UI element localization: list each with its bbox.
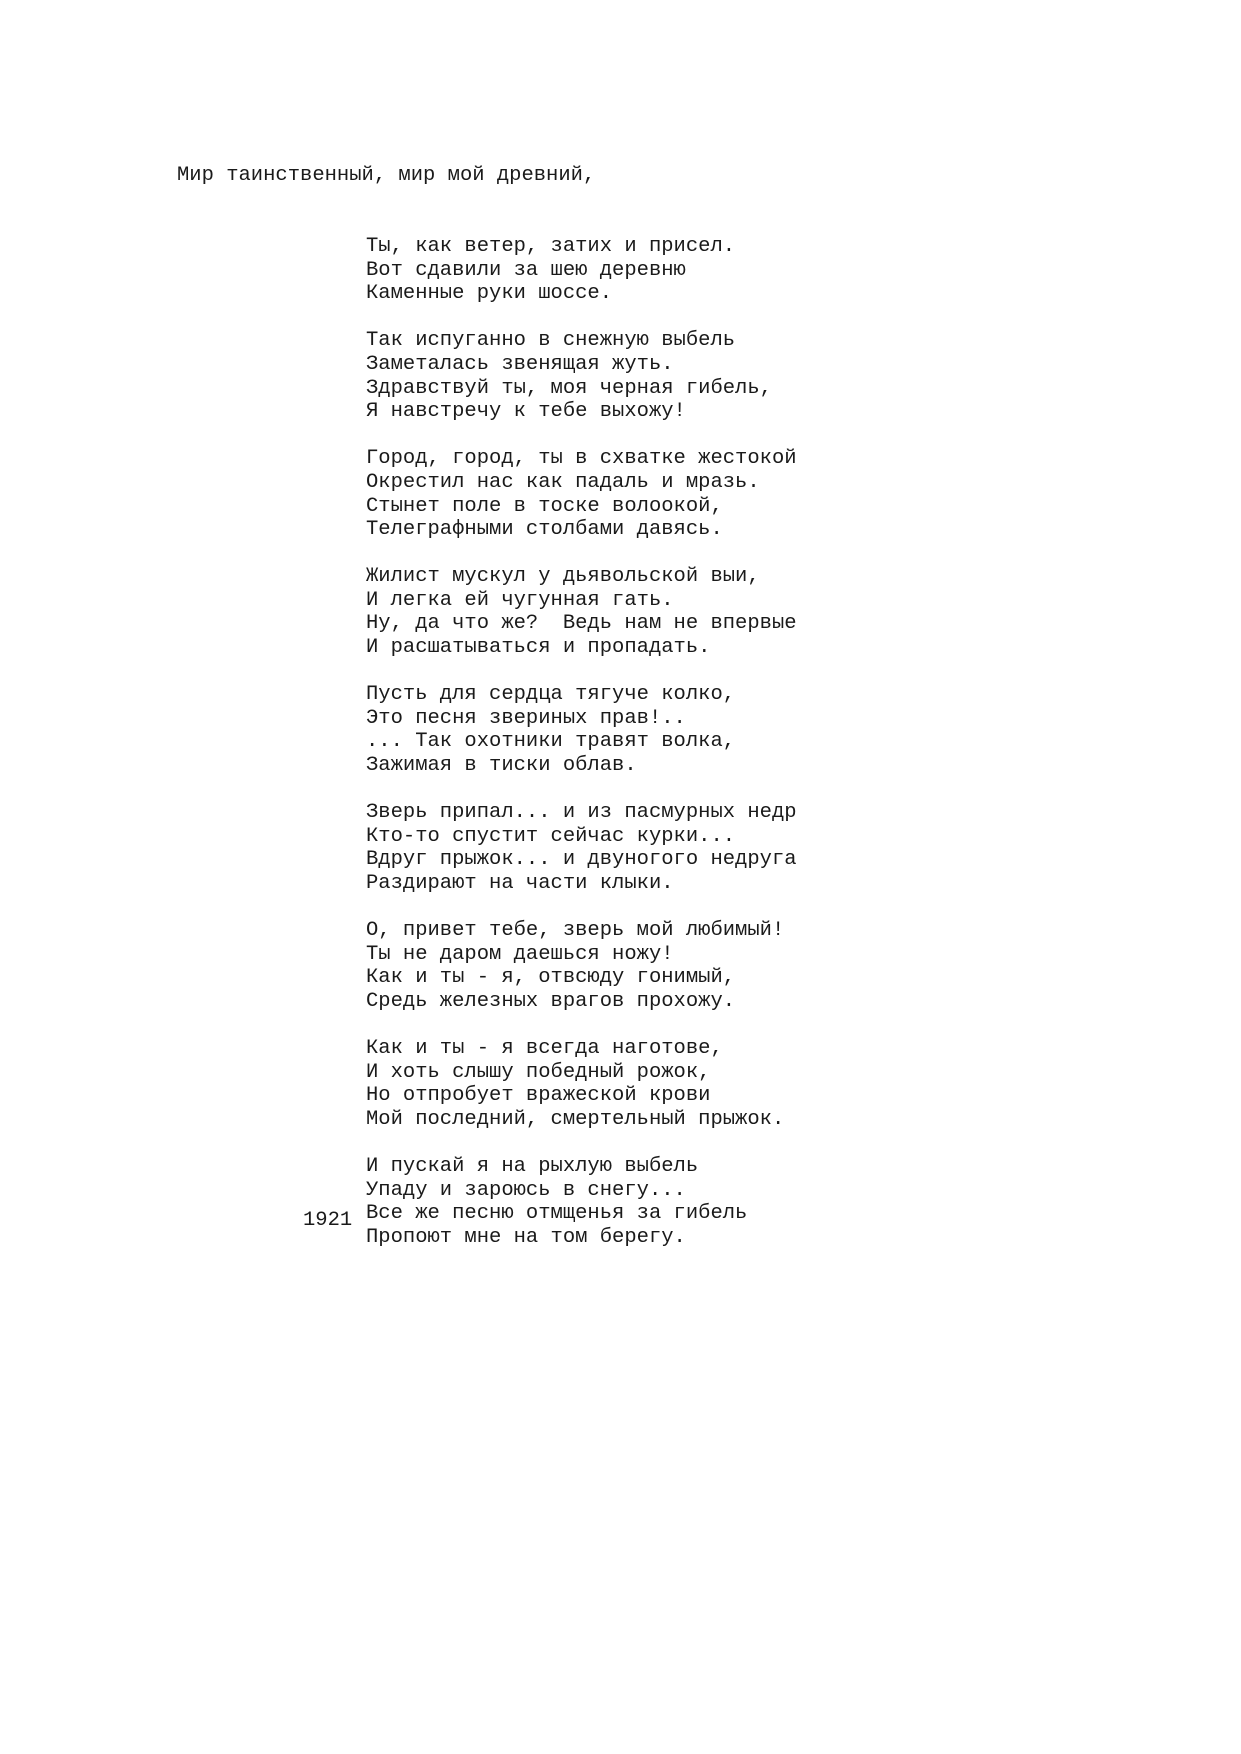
stanza-gap (177, 1014, 797, 1038)
poem-line: Жилист мускул у дьявольской выи, (366, 565, 760, 589)
poem-line: Зажимая в тиски облав. (366, 754, 637, 778)
stanza-gap (177, 424, 797, 448)
stanza-gap (177, 542, 797, 566)
poem-line: И пускай я на рыхлую выбель (366, 1155, 699, 1179)
poem-year: 1921 (303, 1209, 353, 1232)
stanza-gap (177, 778, 797, 802)
poem-line: Раздирают на части клыки. (366, 872, 674, 895)
poem-first-line: Мир таинственный, мир мой древний, (177, 164, 596, 188)
poem-line: Средь железных врагов прохожу. (366, 989, 736, 1013)
poem-line: И легка ей чугунная гать. (366, 588, 674, 612)
poem-line: Здравствуй ты, моя черная гибель, (366, 376, 772, 400)
poem-line: И расшатываться и пропадать. (366, 636, 711, 660)
poem-line: Это песня звериных прав!.. (366, 706, 686, 730)
poem-line: И хоть слышу победный рожок, (366, 1060, 711, 1084)
poem-line: Город, город, ты в схватке жестокой (366, 447, 797, 471)
poem-line: Вот сдавили за шею деревню (366, 258, 686, 282)
poem-line: Телеграфными столбами давясь. (366, 518, 723, 542)
poem-line: ... Так охотники травят волка, (366, 730, 736, 754)
poem-line: Пропоют мне на том берегу. (366, 1225, 686, 1249)
poem-line: Ну, да что же? Ведь нам не впервые (366, 612, 797, 636)
poem-line: Ты, как ветер, затих и присел. (366, 234, 736, 258)
poem-line: Пусть для сердца тягуче колко, (366, 683, 736, 707)
stanza-gap (177, 660, 797, 684)
poem-line: О, привет тебе, зверь мой любимый! (366, 919, 785, 943)
poem-line: Вдруг прыжок... и двуногого недруга (366, 848, 797, 872)
poem-line: Как и ты - я всегда наготове, (366, 1037, 723, 1061)
poem-line: Окрестил нас как падаль и мразь. (366, 470, 760, 494)
poem-line: Ты не даром даешься ножу! (366, 942, 674, 966)
poem-line: Упаду и зароюсь в снегу... (366, 1178, 686, 1202)
poem-line: Так испуганно в снежную выбель (366, 329, 736, 353)
poem-line: Заметалась звенящая жуть. (366, 352, 674, 376)
poem-line: Я навстречу к тебе выхожу! (366, 400, 686, 424)
stanza-gap (177, 306, 797, 330)
stanza-gap (177, 896, 797, 920)
poem-line: Каменные руки шоссе. (366, 282, 613, 306)
poem-line: Но отпробует вражеской крови (366, 1084, 711, 1108)
poem-line: Стынет поле в тоске волоокой, (366, 494, 723, 518)
poem-line: Как и ты - я, отвсюду гонимый, (366, 966, 736, 990)
poem-text (177, 117, 797, 1250)
poem-line: Зверь припал... и из пасмурных недр (366, 801, 797, 825)
stanza-gap (177, 1132, 797, 1156)
poem-line: Мой последний, смертельный прыжок. (366, 1107, 785, 1131)
poem-line: Все же песню отмщенья за гибель (366, 1202, 748, 1226)
poem-line: Кто-то спустит сейчас курки... (366, 824, 736, 848)
